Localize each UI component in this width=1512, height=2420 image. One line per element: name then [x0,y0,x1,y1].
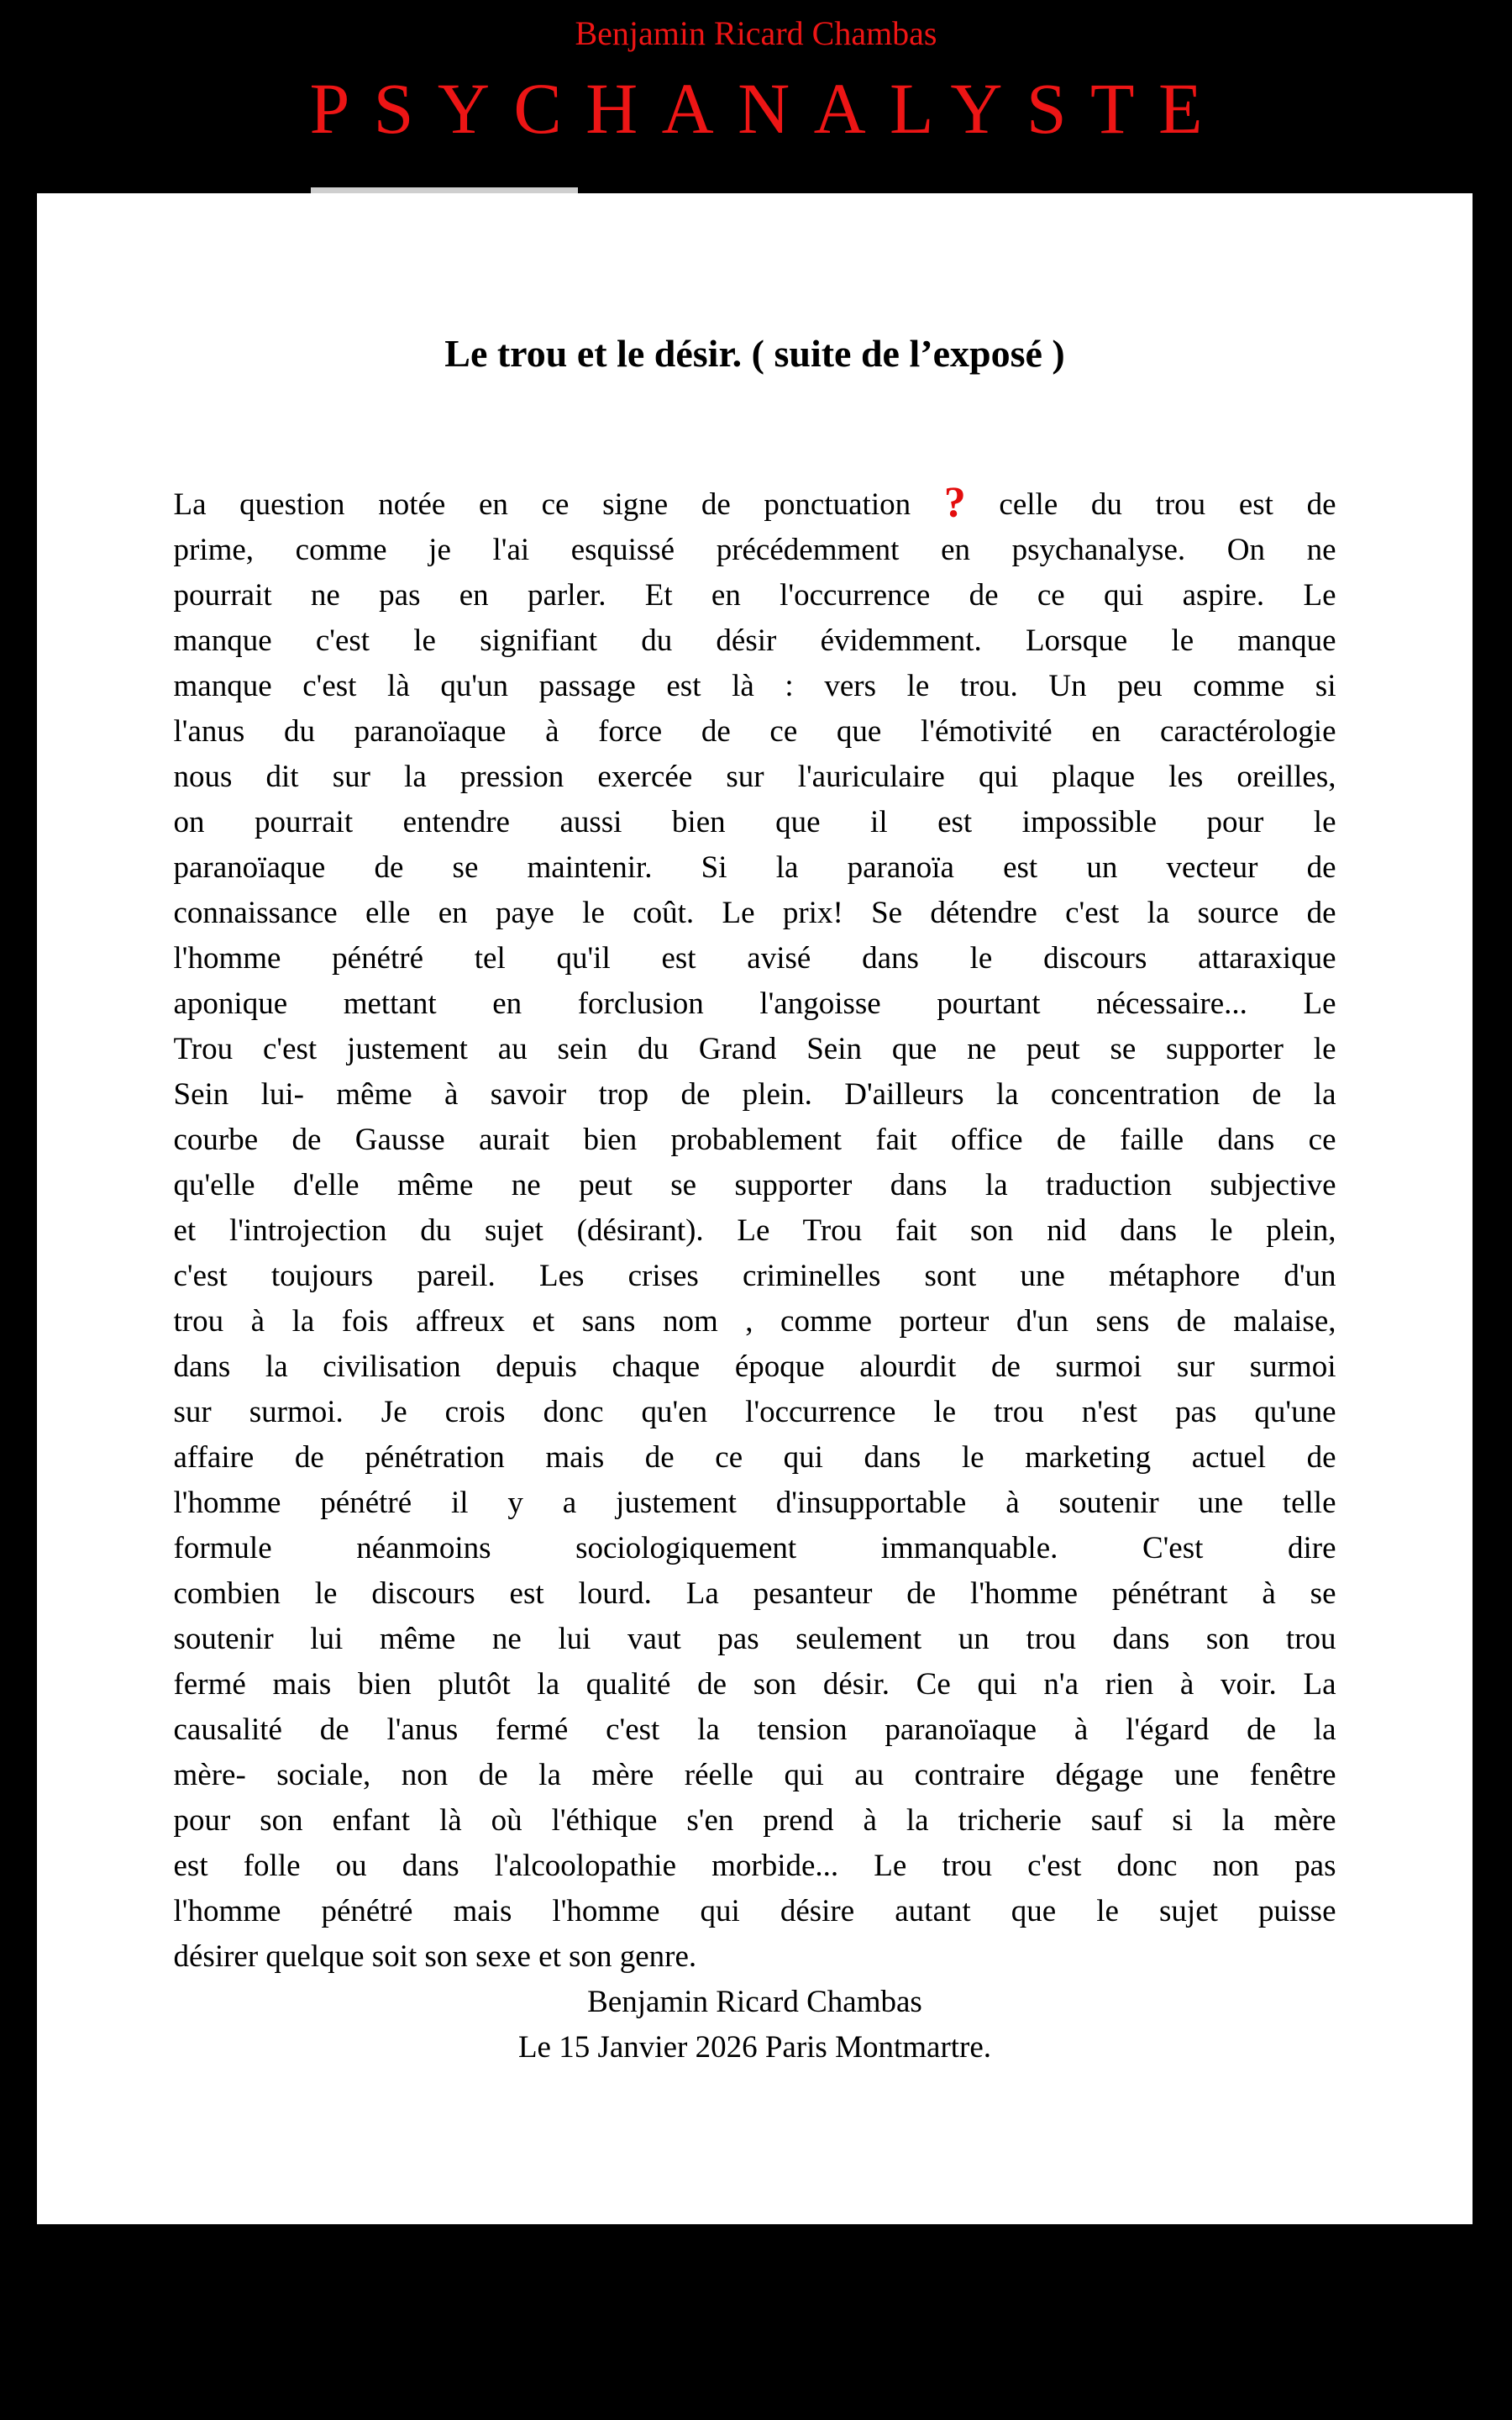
text-line: soutenir lui même ne lui vaut pas seulement un trou dans son trou [173,1622,1336,1656]
text-line: formule néanmoins sociologiquement immanquable. C'est dire [173,1531,1336,1565]
text-line: Sein lui- même à savoir trop de plein. D'ailleurs la concentration de la [173,1077,1336,1112]
text-line: affaire de pénétration mais de ce qui dans le marketing actuel de [173,1440,1336,1475]
text-line: prime, comme je l'ai esquissé précédemment en psychanalyse. On ne [173,533,1336,567]
line1-pre: La question notée en ce signe de ponctuation [173,487,911,522]
text-line: et l'introjection du sujet (désirant). Le Trou fait son nid dans le plein, [173,1213,1336,1248]
text-line: l'homme pénétré mais l'homme qui désire autant que le sujet puisse [173,1894,1336,1928]
text-line-first [173,479,1336,528]
text-line: désirer quelque soit son sexe et son genre. [173,1939,697,1974]
text-line: mère- sociale, non de la mère réelle qui au contraire dégage une fenêtre [173,1758,1336,1792]
text-line: combien le discours est lourd. La pesanteur de l'homme pénétrant à se [173,1576,1336,1611]
signature-dateline: Le 15 Janvier 2026 Paris Montmartre. [517,2030,992,2065]
text-line: aponique mettant en forclusion l'angoisse pourtant nécessaire... Le [173,986,1336,1021]
document-panel [37,193,1473,2224]
article-body [173,479,1336,2070]
text-line: on pourrait entendre aussi bien que il est impossible pour le [173,805,1336,839]
text-line: l'homme pénétré tel qu'il est avisé dans le discours attaraxique [173,941,1336,976]
document-title: Le trou et le désir. ( suite de l’exposé ) [444,332,1065,375]
text-line: trou à la fois affreux et sans nom , comme porteur d'un sens de malaise, [173,1304,1336,1339]
text-line: manque c'est le signifiant du désir évidemment. Lorsque le manque [173,623,1336,658]
text-line: l'homme pénétré il y a justement d'insupportable à soutenir une telle [173,1486,1336,1520]
signature-name: Benjamin Ricard Chambas [587,1985,922,2019]
line1-post: celle du trou est de [999,487,1336,522]
text-line: connaissance elle en paye le coût. Le prix! Se détendre c'est la source de [173,896,1336,930]
header-brand [0,69,1512,148]
text-line: fermé mais bien plutôt la qualité de son désir. Ce qui n'a rien à voir. La [173,1667,1336,1702]
text-line: sur surmoi. Je crois donc qu'en l'occurrence le trou n'est pas qu'une [173,1395,1336,1429]
text-line: l'anus du paranoïaque à force de ce que l'émotivité en caractérologie [173,714,1336,749]
header-brand-text: PSYCHANALYSTE [309,68,1226,149]
text-line: est folle ou dans l'alcoolopathie morbide... Le trou c'est donc non pas [173,1849,1336,1883]
text-line: causalité de l'anus fermé c'est la tension paranoïaque à l'égard de la [173,1712,1336,1747]
text-line: nous dit sur la pression exercée sur l'auriculaire qui plaque les oreilles, [173,760,1336,794]
text-line: pour son enfant là où l'éthique s'en prend à la tricherie sauf si la mère [173,1803,1336,1838]
text-line: courbe de Gausse aurait bien probablement fait office de faille dans ce [173,1123,1336,1157]
article-lines [174,528,1336,1980]
text-line: pourrait ne pas en parler. Et en l'occurrence de ce qui aspire. Le [173,578,1336,613]
text-line: paranoïaque de se maintenir. Si la paranoïa est un vecteur de [173,850,1336,885]
text-line: manque c'est là qu'un passage est là : vers le trou. Un peu comme si [173,669,1336,703]
red-question-mark: ? [943,479,966,527]
text-line: dans la civilisation depuis chaque époque alourdit de surmoi sur surmoi [173,1349,1336,1384]
text-line: c'est toujours pareil. Les crises criminelles sont une métaphore d'un [173,1259,1336,1293]
text-line: Trou c'est justement au sein du Grand Sein que ne peut se supporter le [173,1032,1336,1066]
header-author: Benjamin Ricard Chambas [575,14,937,52]
text-line: qu'elle d'elle même ne peut se supporter dans la traduction subjective [173,1168,1336,1202]
